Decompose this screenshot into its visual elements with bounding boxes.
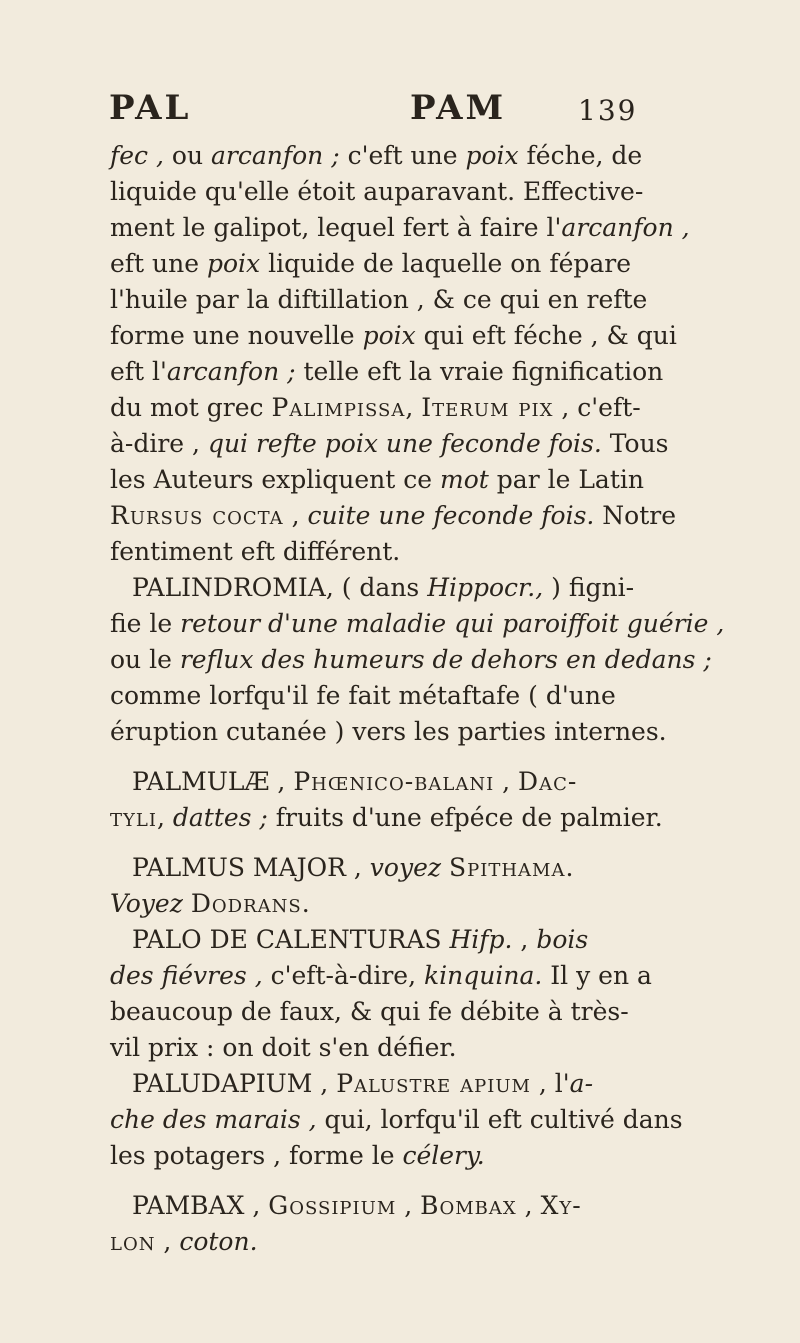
paragraph-spacer [110, 750, 690, 764]
text-span: par le Latin [488, 465, 644, 494]
text-span: qui eft féche , & qui [415, 321, 677, 350]
text-line [110, 426, 690, 462]
text-line [110, 1224, 690, 1260]
italic-text: reflux des humeurs de dehors en dedans ; [179, 645, 712, 674]
text-span: c'eft une [339, 141, 466, 170]
text-span: les potagers , forme le [110, 1141, 403, 1170]
italic-text: cuite une feconde fois. [307, 501, 595, 530]
text-span: , [405, 393, 422, 422]
text-span: les Auteurs expliquent ce [110, 465, 441, 494]
text-span: , [396, 1191, 421, 1220]
text-line [110, 1066, 690, 1102]
text-line [110, 570, 690, 606]
text-span: PALUDAPIUM , [132, 1069, 337, 1098]
text-span: forme une nouvelle [110, 321, 363, 350]
small-caps-text: Dac- [518, 767, 578, 796]
italic-text: retour d'une maladie qui paroiffoit guérie , [180, 609, 725, 638]
italic-text: Hifp. [449, 925, 513, 954]
italic-text: mot [440, 465, 489, 494]
text-line [110, 764, 690, 800]
text-span: ment le galipot, lequel fert à faire l' [110, 213, 562, 242]
small-caps-text: Spithama. [448, 853, 575, 882]
text-span: PAMBAX , [132, 1191, 269, 1220]
text-span: eft une [110, 249, 207, 278]
text-line [110, 714, 690, 750]
text-line [110, 282, 690, 318]
text-line [110, 994, 690, 1030]
italic-text: kinquina. [424, 961, 543, 990]
text-line [110, 210, 690, 246]
text-line [110, 678, 690, 714]
text-line [110, 462, 690, 498]
text-span: , [283, 501, 308, 530]
small-caps-text: tyli [110, 803, 157, 832]
small-caps-text: lon [110, 1227, 156, 1256]
text-span: vil prix : on doit s'en défier. [110, 1033, 457, 1062]
italic-text: Voyez [110, 889, 183, 918]
text-span: ou le [110, 645, 180, 674]
text-line [110, 246, 690, 282]
text-span: PALMUS MAJOR , [132, 853, 370, 882]
running-head-right: PAM [410, 88, 507, 128]
text-span: , [512, 925, 537, 954]
italic-text: che des marais , [110, 1105, 317, 1134]
small-caps-text: Iterum pix [421, 393, 554, 422]
text-span: eft l' [110, 357, 167, 386]
text-span: Tous [601, 429, 669, 458]
paragraph-spacer [110, 836, 690, 850]
text-line [110, 174, 690, 210]
small-caps-text: Palimpissa [271, 393, 406, 422]
text-line [110, 498, 690, 534]
text-span: beaucoup de faux, & qui fe débite à très- [110, 997, 629, 1026]
text-span: fie le [110, 609, 181, 638]
text-span: du mot grec [110, 393, 272, 422]
italic-text: arcanfon , [561, 213, 690, 242]
text-line [110, 850, 690, 886]
italic-text: des fiévres , [110, 961, 263, 990]
text-span: liquide qu'elle étoit auparavant. Effective- [110, 177, 644, 206]
text-span: telle eft la vraie fignification [295, 357, 664, 386]
text-span [441, 853, 449, 882]
italic-text: poix [207, 249, 261, 278]
text-span: PALO DE CALENTURAS [132, 925, 450, 954]
small-caps-text: Phœnico-balani [293, 767, 495, 796]
text-line [110, 606, 725, 642]
small-caps-text: Bombax [420, 1191, 517, 1220]
text-line [110, 958, 690, 994]
italic-text: poix [362, 321, 416, 350]
text-line [110, 534, 690, 570]
paragraph-spacer [110, 1174, 690, 1188]
small-caps-text: Xy- [540, 1191, 582, 1220]
text-span: à-dire , [110, 429, 208, 458]
italic-text: bois [536, 925, 589, 954]
italic-text: voyez [369, 853, 442, 882]
italic-text: dattes ; [172, 803, 268, 832]
text-span: Il y en a [542, 961, 652, 990]
page-number: 139 [578, 94, 638, 127]
text-span: Notre [594, 501, 677, 530]
running-head-left: PAL [109, 88, 192, 128]
small-caps-text: Gossipium [268, 1191, 397, 1220]
text-line [110, 390, 690, 426]
text-span: PALMULÆ , [132, 767, 294, 796]
italic-text: arcanfon ; [166, 357, 296, 386]
text-span: comme lorfqu'il fe fait métaftafe ( d'une [110, 681, 616, 710]
text-span: , l' [530, 1069, 570, 1098]
text-span: c'eft-à-dire, [262, 961, 424, 990]
text-line [110, 318, 690, 354]
italic-text: qui refte poix une feconde fois. [207, 429, 602, 458]
text-span: fruits d'une efpéce de palmier. [267, 803, 663, 832]
text-line [110, 1102, 690, 1138]
italic-text: coton. [179, 1227, 258, 1256]
text-span: , [155, 1227, 180, 1256]
italic-text: arcanfon ; [211, 141, 340, 170]
italic-text: poix [465, 141, 519, 170]
text-line [110, 886, 690, 922]
italic-text: a- [569, 1069, 594, 1098]
text-span: , c'eft- [553, 393, 641, 422]
italic-text: Hippocr., [427, 573, 544, 602]
text-line [110, 354, 690, 390]
text-line [110, 642, 712, 678]
text-span: ou [163, 141, 211, 170]
text-line [110, 1030, 690, 1066]
italic-text: célery. [402, 1141, 485, 1170]
text-span [183, 889, 191, 918]
text-span: PALINDROMIA, ( dans [132, 573, 428, 602]
text-span: ) figni- [543, 573, 635, 602]
text-span: féche, de [518, 141, 643, 170]
text-line [110, 138, 690, 174]
text-span: liquide de laquelle on fépare [260, 249, 632, 278]
text-span: , [516, 1191, 541, 1220]
text-span: fentiment eft différent. [110, 537, 401, 566]
small-caps-text: Palustre apium [336, 1069, 531, 1098]
text-span: éruption cutanée ) vers les parties internes. [110, 717, 667, 746]
dictionary-text [110, 138, 725, 1260]
text-line [110, 800, 690, 836]
text-line [110, 1138, 690, 1174]
text-line [110, 922, 690, 958]
small-caps-text: Rursus cocta [110, 501, 284, 530]
italic-text: fec , [110, 141, 164, 170]
text-span: , [156, 803, 173, 832]
text-span: l'huile par la diftillation , & ce qui en refte [110, 285, 648, 314]
text-span: , [494, 767, 519, 796]
text-line [110, 1188, 690, 1224]
small-caps-text: Dodrans. [190, 889, 311, 918]
running-head [0, 88, 800, 132]
text-span: qui, lorfqu'il eft cultivé dans [316, 1105, 683, 1134]
